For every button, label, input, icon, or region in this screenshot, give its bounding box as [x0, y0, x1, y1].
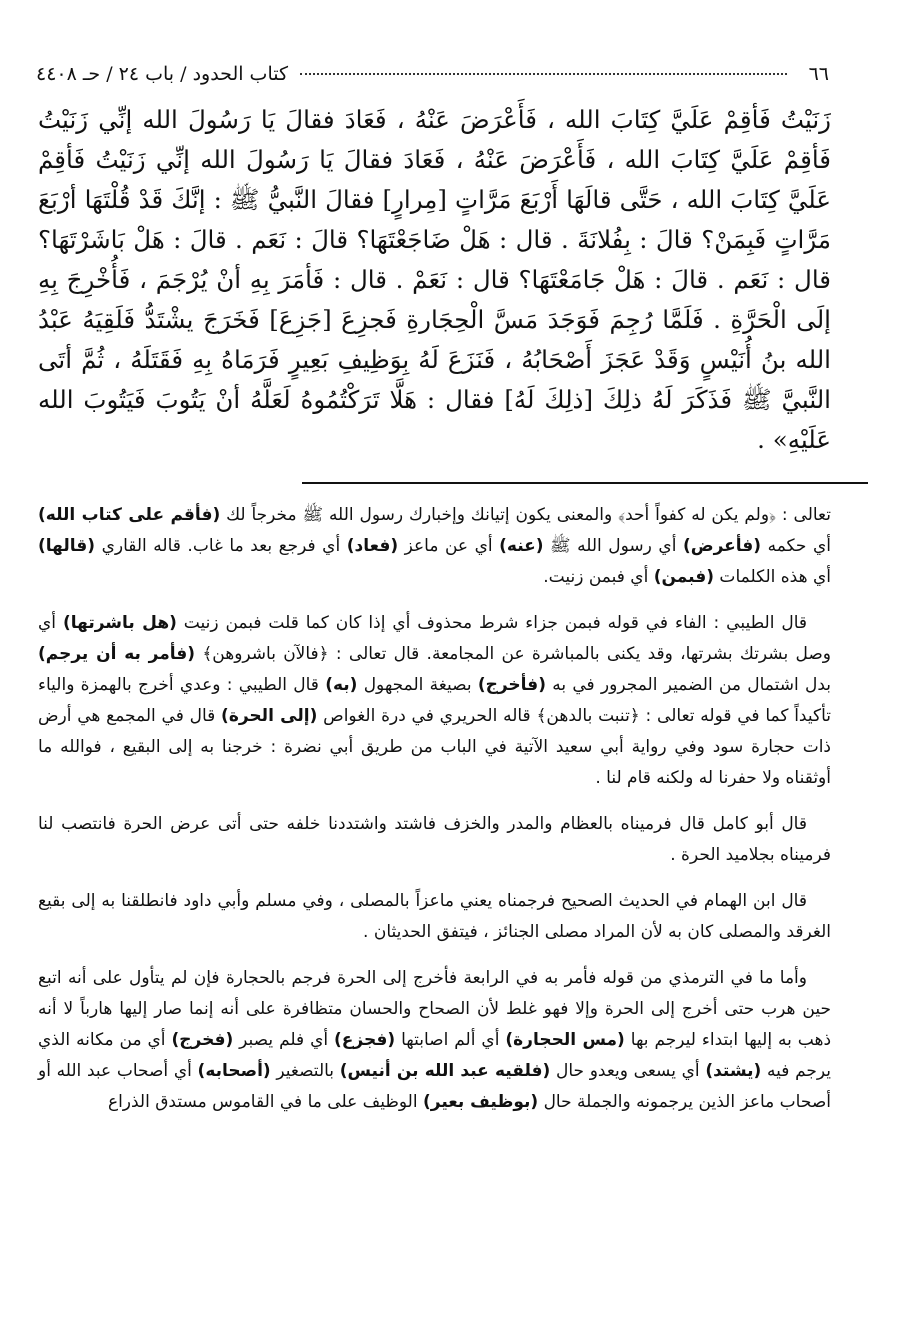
text-run: أي أصحاب عبد الله أو أصحاب ماعز الذين يرجمونه والجملة حال	[38, 1061, 831, 1112]
text-run: قال الطيبي : الفاء في قوله فبمن جزاء شرط محذوف أي إذا كان كما قلت فبمن زنيت	[176, 613, 808, 633]
text-run: بصيغة المجهول	[357, 675, 478, 695]
text-run: أي هذه الكلمات	[714, 567, 831, 587]
bold-quote: (بوظيف بعير)	[422, 1092, 539, 1112]
bold-quote: (هل باشرتها)	[62, 613, 177, 633]
hadith-paragraph: زَنَيْتُ فَأقِمْ عَلَيَّ كِتَابَ الله ، فَأَعْرَضَ عَنْهُ ، فَعَادَ فقالَ يَا رَسُولَ الله إنِّي زَنَيْتُ فَأقِمْ عَلَيَّ كِتَابَ الله ، فَأَعْرَضَ عَنْهُ ، فَعَادَ فقالَ يَا رَسُولَ الله إنِّي زَنَيْتُ فَأقِمْ عَلَيَّ كِتَابَ الله ، حَتَّى قالَهَا أَرْبَعَ مَرَّاتٍ [مِرارٍ] فقالَ النَّبيُّ ﷺ : إنَّكَ قَدْ قُلْتَهَا أرْبَعَ مَرَّاتٍ فَبِمَنْ؟ قالَ : بِفُلانَةَ . قال : هَلْ ضَاجَعْتَهَا؟ قالَ : نَعَم . قالَ : هَلْ بَاشَرْتَهَا؟ قال : نَعَم . قالَ : هَلْ جَامَعْتَهَا؟ قال : نَعَمْ . قال : فَأمَرَ بِهِ أنْ يُرْجَمَ ، فَأُخْرِجَ بِهِ إلَى الْحَرَّةِ . فَلَمَّا رُجِمَ فَوَجَدَ مَسَّ الْحِجَارةِ فَجزِعَ [جَزِعَ] فَخَرَجَ يشْتَدُّ فَلَقِيَهُ عَبْدُ الله بنُ أُنَيْسٍ وَقَدْ عَجَزَ أَصْحَابُهُ ، فَنَزَعَ لَهُ بِوَظِيفِ بَعِيرٍ فَرَمَاهُ بِهِ فَقَتَلَهُ ، ثُمَّ أتَى النَّبيَّ ﷺ فَذَكَرَ لَهُ ذلِكَ [ذلِكَ لَهُ] فقال : هَلَّا تَرَكْتُمُوهُ لَعَلَّهُ أنْ يَتُوبَ فَيَتُوبَ الله عَلَيْهِ» .	[38, 105, 831, 454]
commentary-paragraph-4: قال ابن الهمام في الحديث الصحيح فرجمناه يعني ماعزاً بالمصلى ، وفي مسلم وأبي داود فانطلقنا به إلى بقيع الغرقد والمصلى كان به لأن المراد مصلى الجنائز ، فيتفق الحديثان .	[38, 891, 831, 942]
text-run: أي فرجع بعد ما غاب. قاله القاري	[95, 536, 347, 556]
header-dotted-leader	[300, 73, 787, 75]
bold-quote: (يشتد)	[705, 1061, 762, 1081]
running-title: كتاب الحدود / باب ٢٤ / حـ ٤٤٠٨	[36, 63, 289, 85]
bold-quote: (فجزع)	[334, 1030, 396, 1050]
footnote-divider	[302, 482, 868, 484]
text-run: أي عن ماعز	[398, 536, 500, 556]
page-header	[36, 58, 829, 90]
hadith-text-block	[38, 100, 831, 460]
text-run: أي من مكانه الذي يرجم فيه	[38, 1030, 831, 1081]
text-run: تعالى : ﴿ولم يكن له كفواً أحد﴾ والمعنى يكون إتيانك وإخبارك رسول الله ﷺ مخرجاً لك	[220, 505, 831, 525]
text-run: بالتصغير	[270, 1061, 340, 1081]
bold-quote: (قالها)	[38, 536, 96, 556]
text-run: أي فلم يصبر	[233, 1030, 335, 1050]
bold-quote: (أصحابه)	[197, 1061, 271, 1081]
bold-quote: (مس الحجارة)	[505, 1030, 625, 1050]
text-run: أي رسول الله ﷺ	[543, 536, 683, 556]
text-run: أي حكمه	[761, 536, 831, 556]
bold-quote: (فبمن)	[653, 567, 715, 587]
bold-quote: (فخرج)	[171, 1030, 234, 1050]
text-run: أي وصل بشرتك بشرتها، وقد يكنى بالمباشرة عن المجامعة. قال تعالى : ﴿فالآن باشروهن﴾	[38, 613, 831, 664]
commentary-paragraph-3: قال أبو كامل قال فرميناه بالعظام والمدر والخزف فاشتد واشتددنا خلفه حتى أتى عرض الحرة فانتصب لنا فرميناه بجلاميد الحرة .	[38, 814, 831, 865]
bold-quote: (به)	[325, 675, 358, 695]
text-run: أي ألم اصابتها	[395, 1030, 506, 1050]
bold-quote: (فلقيه عبد الله بن أنيس)	[339, 1061, 551, 1081]
bold-quote: (فأمر به أن يرجم)	[38, 644, 196, 664]
commentary-paragraph-1	[38, 500, 831, 593]
text-run: وأما ما في الترمذي من قوله فأمر به في الرابعة فأخرج إلى الحرة فرجم بالحجارة فإن لم يتأول على أنه اتبع حين هرب حتى أخرج إلى الحرة وإلا فهو غلط لأن الصحاح والحسان متظافرة على أنه إنما صار إليها هارباً لا أنه ذهب به إليها ابتداء ليرجم بها	[38, 968, 832, 1050]
commentary-paragraph-2	[38, 608, 831, 794]
bold-quote: (إلى الحرة)	[221, 706, 318, 726]
text-run: الوظيف على ما في القاموس مستدق الذراع	[107, 1092, 423, 1112]
text-run: قال في المجمع هي أرض ذات حجارة سود وفي رواية أبي سعيد الآتية في الباب من طريق أبي نضرة : خرجنا به إلى البقيع ، فوالله ما أوثقناه ولا حفرنا له ولكنه قام لنا .	[38, 706, 831, 788]
bold-quote: (فأعرض)	[682, 536, 762, 556]
text-run: أي فبمن زنيت.	[543, 567, 654, 587]
text-run: أي يسعى ويعدو حال	[550, 1061, 706, 1081]
page-number: ٦٦	[808, 63, 829, 85]
bold-quote: (فعاد)	[346, 536, 399, 556]
text-run: بدل اشتمال من الضمير المجرور في به	[545, 675, 831, 695]
commentary-block	[38, 500, 831, 1133]
bold-quote: (فأخرج)	[477, 675, 546, 695]
bold-quote: (عنه)	[499, 536, 544, 556]
commentary-paragraph-5	[38, 963, 831, 1118]
bold-quote: (فأقم على كتاب الله)	[38, 505, 221, 525]
text-run: قال الطيبي : وعدي أخرج بالهمزة والياء تأكيداً كما في قوله تعالى : ﴿تنبت بالدهن﴾ قاله الحريري في درة الغواص	[38, 675, 831, 726]
